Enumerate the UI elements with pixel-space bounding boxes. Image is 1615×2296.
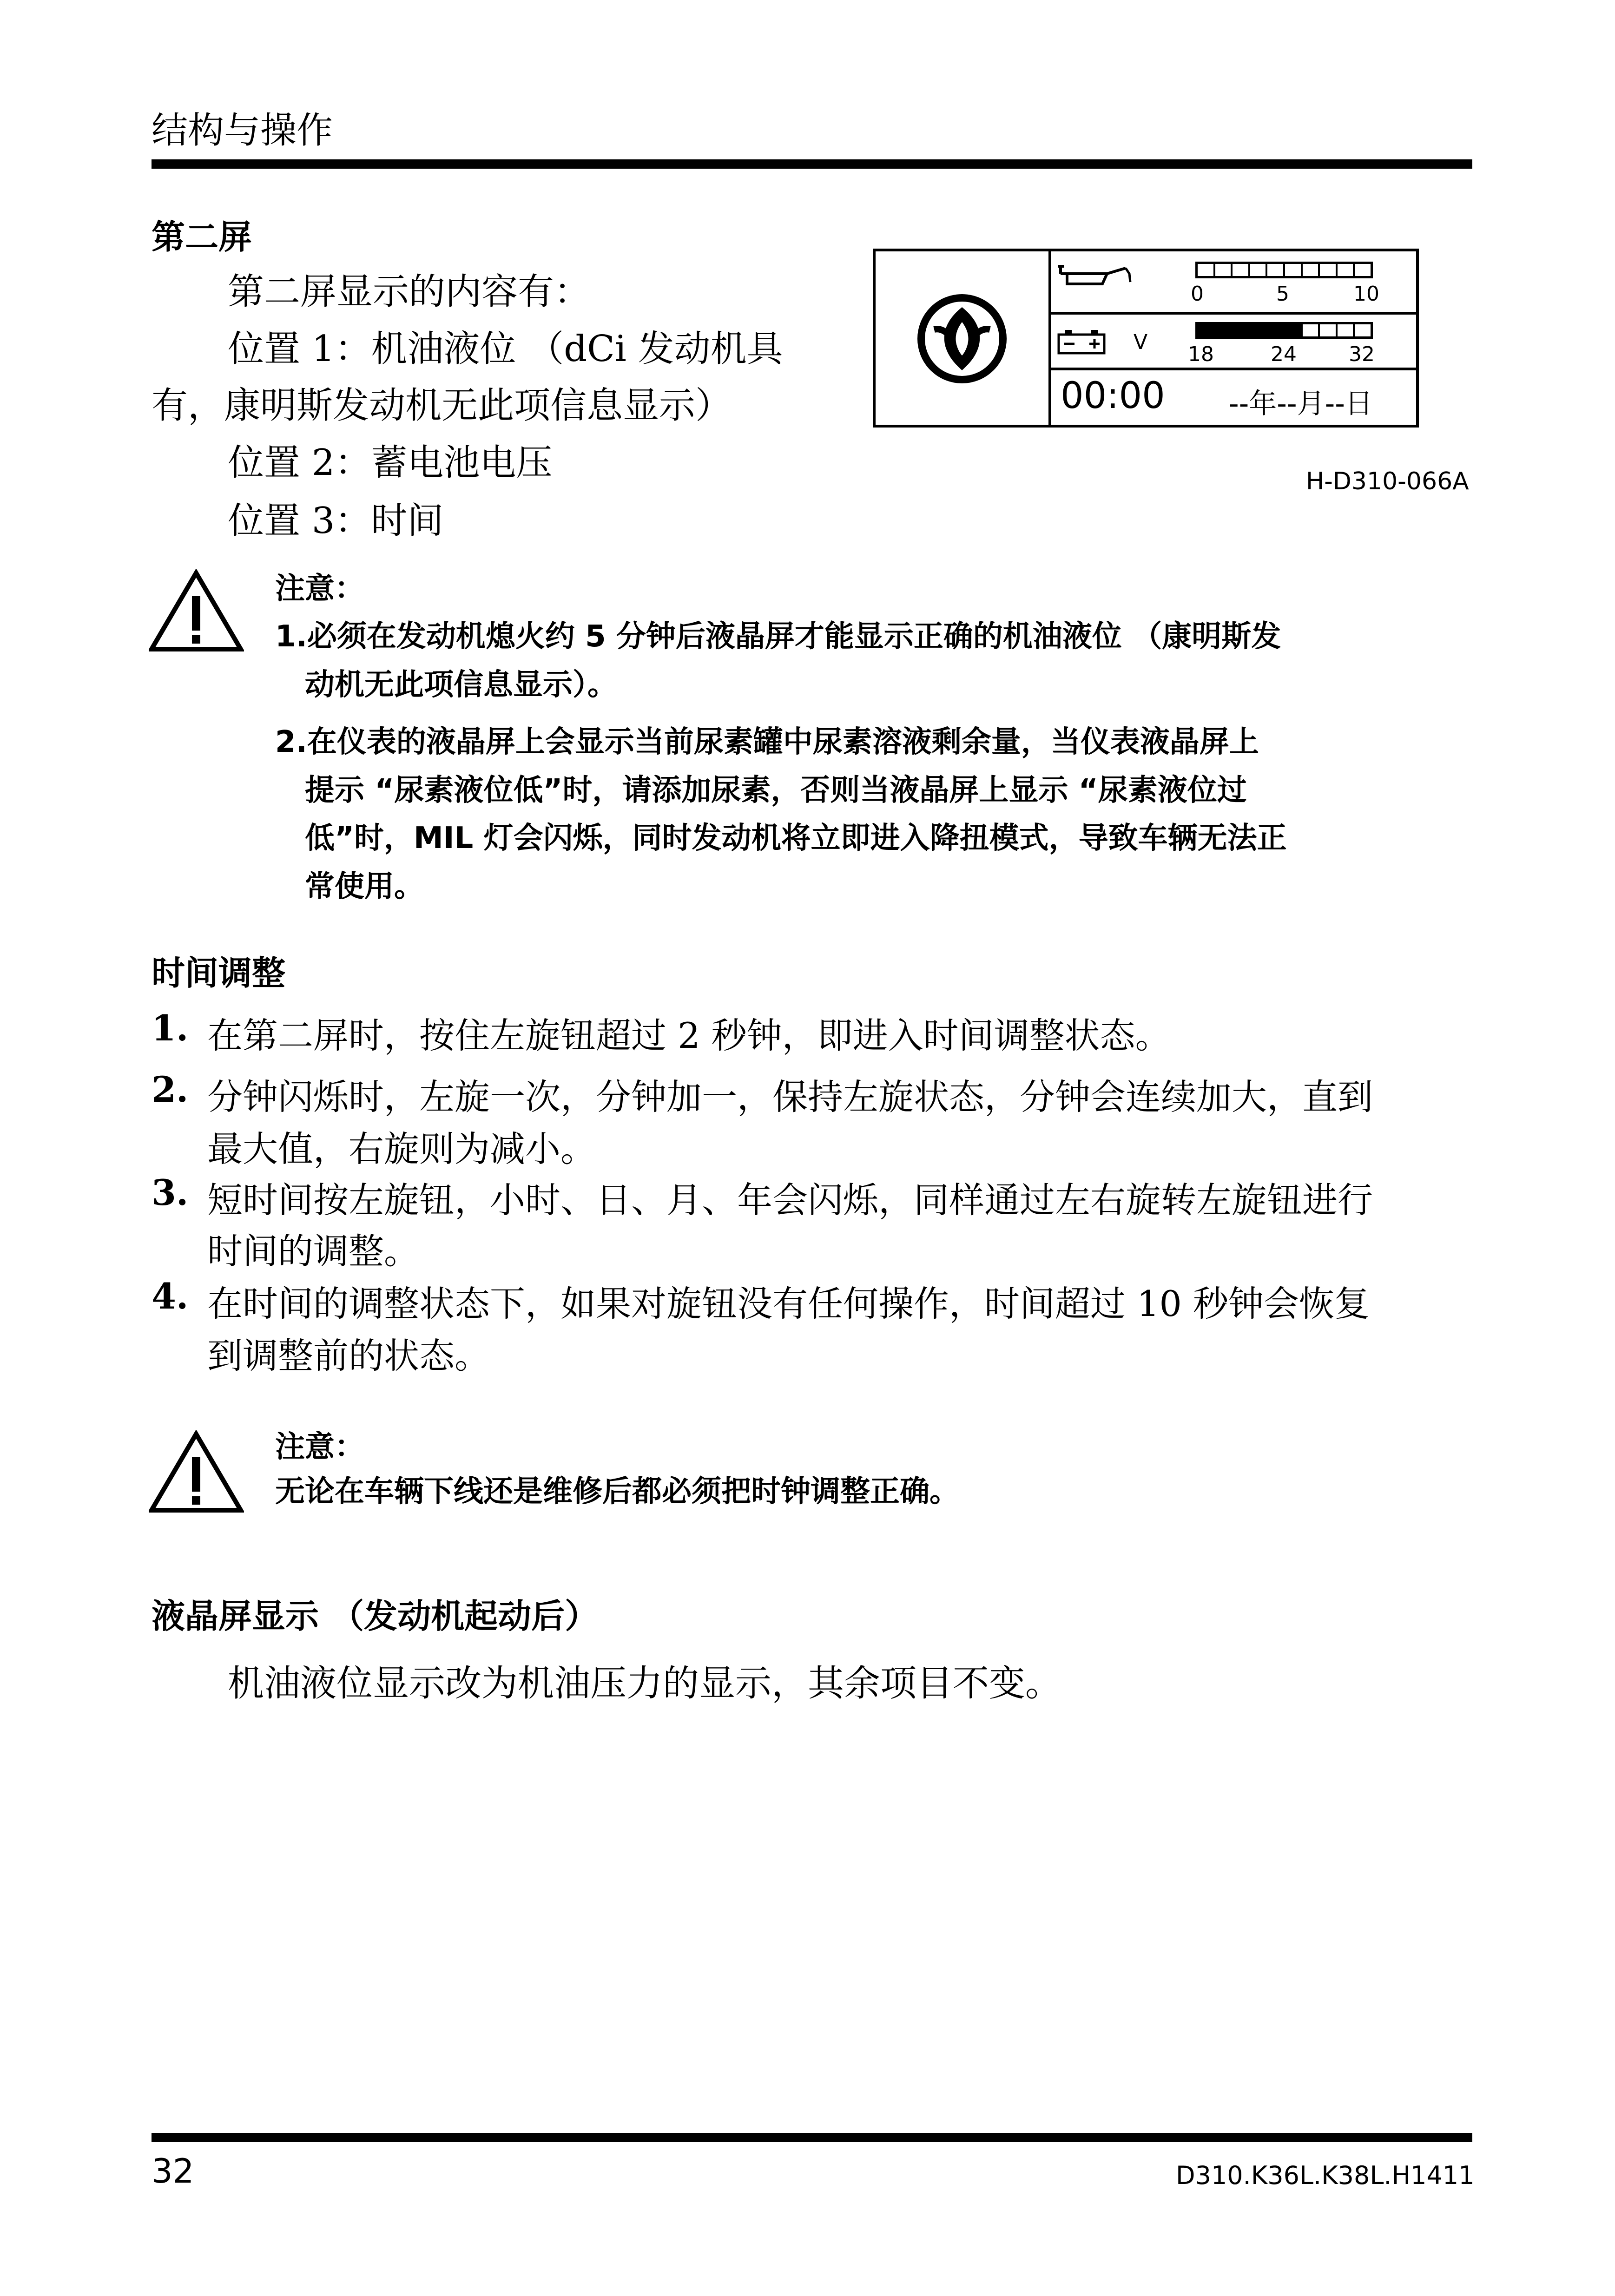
page-number: 32	[152, 2151, 194, 2191]
oil-level-bar	[1195, 262, 1373, 278]
footer-rule	[152, 2133, 1472, 2142]
battery-tick-label: 24	[1271, 342, 1297, 366]
note-line: 2.在仪表的液晶屏上会显示当前尿素罐中尿素溶液剩余量，当仪表液晶屏上	[275, 725, 1259, 759]
lcd-date: --年--月--日	[1229, 388, 1373, 420]
battery-unit: V	[1134, 330, 1148, 354]
list-number: 2.	[152, 1069, 189, 1110]
note-title: 注意：	[275, 1430, 364, 1464]
section-title-time-adjust: 时间调整	[152, 954, 286, 993]
list-item-line: 短时间按左旋钮，小时、日、月、年会闪烁，同样通过左右旋转左旋钮进行	[207, 1179, 1373, 1221]
dongfeng-logo-icon	[916, 292, 1009, 385]
section-title-lcd-after-start: 液晶屏显示 （发动机起动后）	[152, 1597, 599, 1636]
list-number: 3.	[152, 1172, 189, 1213]
list-number: 4.	[152, 1276, 189, 1317]
oil-tick-label: 5	[1276, 282, 1289, 306]
section-title-second-screen: 第二屏	[152, 217, 252, 257]
paragraph-line: 第二屏显示的内容有：	[228, 271, 591, 313]
note-line: 1.必须在发动机熄火约 5 分钟后液晶屏才能显示正确的机油液位 （康明斯发	[275, 619, 1281, 654]
list-item-line: 分钟闪烁时，左旋一次，分钟加一，保持左旋状态，分钟会连续加大，直到	[207, 1076, 1373, 1118]
note-title: 注意：	[275, 572, 364, 606]
note-line: 低”时，MIL 灯会闪烁，同时发动机将立即进入降扭模式，导致车辆无法正	[305, 821, 1287, 855]
list-item-line: 在时间的调整状态下，如果对旋钮没有任何操作，时间超过 10 秒钟会恢复	[207, 1283, 1370, 1324]
header-rule	[152, 159, 1472, 169]
oil-can-icon	[1056, 260, 1135, 292]
battery-tick-label: 32	[1349, 342, 1375, 366]
list-item-line: 在第二屏时，按住左旋钮超过 2 秒钟，即进入时间调整状态。	[207, 1015, 1171, 1056]
lcd-display-figure	[873, 249, 1419, 428]
battery-tick-label: 18	[1188, 342, 1214, 366]
figure-label: H-D310-066A	[1306, 467, 1469, 495]
paragraph-line: 位置 1：机油液位 （dCi 发动机具	[228, 328, 783, 370]
lcd-divider	[1048, 368, 1416, 370]
oil-tick-label: 10	[1353, 282, 1379, 306]
list-number: 1.	[152, 1007, 189, 1049]
battery-icon	[1057, 328, 1108, 356]
paragraph-line: 位置 3：时间	[228, 500, 444, 542]
list-item-line: 到调整前的状态。	[207, 1335, 490, 1376]
paragraph-line: 机油液位显示改为机油压力的显示，其余项目不变。	[228, 1663, 1062, 1704]
note-line: 提示 “尿素液位低”时，请添加尿素，否则当液晶屏上显示 “尿素液位过	[305, 773, 1247, 808]
note-line: 常使用。	[305, 869, 424, 904]
warning-triangle-icon	[149, 569, 244, 653]
list-item-line: 时间的调整。	[207, 1230, 419, 1272]
paragraph-line: 有，康明斯发动机无此项信息显示）	[152, 385, 732, 427]
battery-voltage-bar	[1195, 322, 1373, 339]
note-line: 无论在车辆下线还是维修后都必须把时钟调整正确。	[275, 1474, 959, 1509]
paragraph-line: 位置 2：蓄电池电压	[228, 442, 553, 484]
oil-tick-label: 0	[1191, 282, 1204, 306]
list-item-line: 最大值，右旋则为减小。	[207, 1128, 596, 1170]
warning-triangle-icon	[149, 1430, 244, 1514]
logo-cell	[876, 251, 1051, 425]
running-header: 结构与操作	[152, 110, 333, 151]
note-line: 动机无此项信息显示）。	[305, 668, 617, 702]
document-code: D310.K36L.K38L.H1411	[1176, 2161, 1475, 2190]
lcd-time: 00:00	[1061, 375, 1165, 417]
lcd-divider	[1048, 312, 1416, 315]
